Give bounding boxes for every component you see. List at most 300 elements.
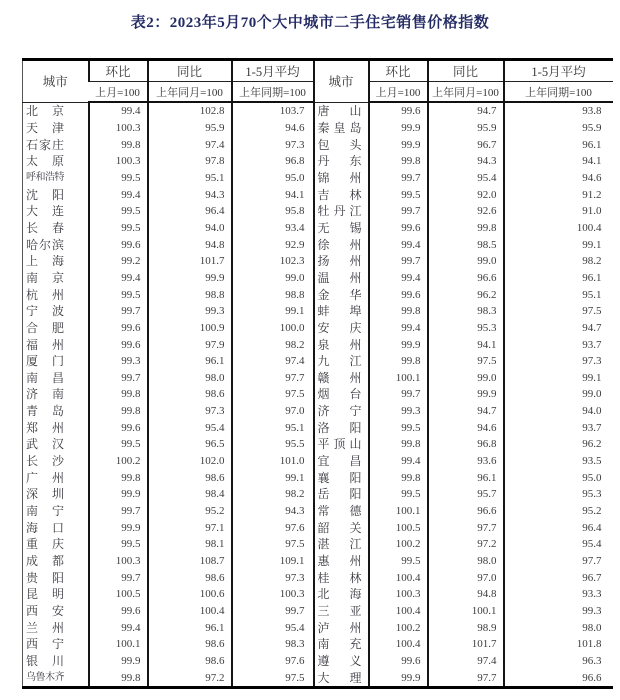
- avg-value-left: 97.6: [232, 519, 314, 536]
- avg-value-right: 93.7: [504, 336, 613, 353]
- city-cell-left: [23, 203, 89, 220]
- mom-value-right: 100.1: [369, 370, 428, 387]
- avg-value-left: 98.2: [232, 486, 314, 503]
- city-name: 湛 江: [317, 537, 362, 552]
- yoy-value-left: 98.6: [148, 653, 232, 670]
- subheader-yoy-base-left: 上年同月=100: [148, 82, 232, 103]
- mom-value-left: 99.9: [89, 486, 148, 503]
- city-cell-left: [23, 336, 89, 353]
- subheader-avg-base-right: 上年同期=100: [504, 82, 613, 103]
- city-cell-left: [23, 519, 89, 536]
- avg-value-right: 95.2: [504, 503, 613, 520]
- mom-value-left: 99.3: [89, 353, 148, 370]
- city-name: 天 津: [26, 120, 64, 135]
- yoy-value-right: 101.7: [428, 636, 504, 653]
- avg-value-right: 95.9: [504, 120, 613, 137]
- avg-value-right: 99.3: [504, 603, 613, 620]
- avg-value-left: 97.6: [232, 653, 314, 670]
- table-row: [23, 153, 613, 170]
- yoy-value-right: 96.8: [428, 436, 504, 453]
- city-name: 吉 林: [317, 187, 362, 202]
- avg-value-right: 95.3: [504, 486, 613, 503]
- table-row: [23, 436, 613, 453]
- city-name: 上 海: [26, 254, 64, 269]
- city-cell-right: [314, 220, 369, 237]
- yoy-value-left: 100.4: [148, 603, 232, 620]
- mom-value-left: 99.4: [89, 270, 148, 287]
- avg-value-right: 97.3: [504, 353, 613, 370]
- avg-value-right: 96.1: [504, 136, 613, 153]
- city-name: 大 连: [26, 204, 64, 219]
- yoy-value-left: 108.7: [148, 553, 232, 570]
- city-cell-left: [23, 403, 89, 420]
- city-cell-right: [314, 336, 369, 353]
- mom-value-left: 99.5: [89, 536, 148, 553]
- subheader-mom-base-left: 上月=100: [89, 82, 148, 103]
- city-cell-left: [23, 153, 89, 170]
- city-cell-right: [314, 586, 369, 603]
- mom-value-right: 99.4: [369, 320, 428, 337]
- mom-value-left: 100.3: [89, 153, 148, 170]
- yoy-value-left: 97.9: [148, 336, 232, 353]
- mom-value-left: 99.4: [89, 186, 148, 203]
- subheader-yoy-base-right: 上年同月=100: [428, 82, 504, 103]
- city-name: 秦 皇 岛: [317, 120, 362, 135]
- city-cell-right: [314, 353, 369, 370]
- city-cell-right: [314, 436, 369, 453]
- city-name: 西 宁: [26, 637, 64, 652]
- city-name: 郑 州: [26, 420, 64, 435]
- avg-value-left: 98.8: [232, 286, 314, 303]
- table-row: [23, 536, 613, 553]
- city-cell-right: [314, 669, 369, 687]
- yoy-value-right: 97.4: [428, 653, 504, 670]
- mom-value-left: 99.6: [89, 603, 148, 620]
- mom-value-right: 99.5: [369, 486, 428, 503]
- city-cell-left: [23, 186, 89, 203]
- city-name: 昆 明: [26, 587, 64, 602]
- avg-value-left: 97.0: [232, 403, 314, 420]
- yoy-value-right: 96.6: [428, 270, 504, 287]
- city-cell-right: [314, 136, 369, 153]
- city-cell-left: [23, 503, 89, 520]
- avg-value-right: 93.5: [504, 453, 613, 470]
- city-cell-left: [23, 253, 89, 270]
- city-cell-right: [314, 186, 369, 203]
- table-row: [23, 636, 613, 653]
- mom-value-right: 99.3: [369, 403, 428, 420]
- yoy-value-left: 97.1: [148, 519, 232, 536]
- yoy-value-left: 94.3: [148, 186, 232, 203]
- mom-value-left: 99.9: [89, 653, 148, 670]
- city-cell-left: [23, 236, 89, 253]
- yoy-value-left: 102.8: [148, 102, 232, 120]
- table-row: [23, 136, 613, 153]
- header-city-right: 城市: [314, 60, 369, 103]
- yoy-value-right: 97.0: [428, 569, 504, 586]
- avg-value-right: 94.1: [504, 153, 613, 170]
- avg-value-right: 96.2: [504, 436, 613, 453]
- mom-value-left: 99.6: [89, 336, 148, 353]
- table-row: [23, 336, 613, 353]
- mom-value-left: 99.8: [89, 386, 148, 403]
- mom-value-right: 99.9: [369, 120, 428, 137]
- yoy-value-right: 100.1: [428, 603, 504, 620]
- city-name: 岳 阳: [317, 487, 362, 502]
- city-cell-right: [314, 303, 369, 320]
- yoy-value-right: 94.7: [428, 403, 504, 420]
- city-name: 合 肥: [26, 320, 64, 335]
- table-row: [23, 503, 613, 520]
- mom-value-right: 99.8: [369, 153, 428, 170]
- mom-value-left: 99.4: [89, 619, 148, 636]
- city-cell-right: [314, 503, 369, 520]
- city-name: 深 圳: [26, 487, 64, 502]
- city-cell-left: [23, 469, 89, 486]
- city-name: 三 亚: [317, 604, 362, 619]
- avg-value-left: 103.7: [232, 102, 314, 120]
- yoy-value-right: 98.0: [428, 553, 504, 570]
- city-cell-left: [23, 270, 89, 287]
- city-name: 包 头: [317, 137, 362, 152]
- yoy-value-left: 95.9: [148, 120, 232, 137]
- avg-value-right: 94.0: [504, 403, 613, 420]
- avg-value-right: 94.7: [504, 320, 613, 337]
- city-name: 长 春: [26, 220, 64, 235]
- mom-value-right: 99.5: [369, 186, 428, 203]
- yoy-value-right: 97.7: [428, 519, 504, 536]
- avg-value-left: 99.1: [232, 303, 314, 320]
- mom-value-right: 99.9: [369, 336, 428, 353]
- city-cell-left: [23, 436, 89, 453]
- yoy-value-right: 98.3: [428, 303, 504, 320]
- city-cell-right: [314, 170, 369, 187]
- city-name: 济 南: [26, 387, 64, 402]
- city-cell-left: [23, 553, 89, 570]
- avg-value-right: 96.1: [504, 270, 613, 287]
- mom-value-left: 100.3: [89, 553, 148, 570]
- avg-value-right: 97.5: [504, 303, 613, 320]
- avg-value-left: 102.3: [232, 253, 314, 270]
- table-row: [23, 220, 613, 237]
- city-cell-right: [314, 153, 369, 170]
- header-yoy-left: 同比: [148, 60, 232, 82]
- table-row: [23, 270, 613, 287]
- city-name: 遵 义: [317, 653, 362, 668]
- avg-value-right: 101.8: [504, 636, 613, 653]
- yoy-value-right: 97.2: [428, 536, 504, 553]
- table-row: [23, 453, 613, 470]
- city-cell-right: [314, 653, 369, 670]
- table-row: [23, 370, 613, 387]
- header-yoy-right: 同比: [428, 60, 504, 82]
- city-cell-left: [23, 669, 89, 687]
- avg-value-right: 91.2: [504, 186, 613, 203]
- mom-value-right: 99.8: [369, 303, 428, 320]
- mom-value-right: 100.2: [369, 619, 428, 636]
- city-name: 南 宁: [26, 504, 64, 519]
- avg-value-left: 97.5: [232, 386, 314, 403]
- city-name: 北 海: [317, 587, 362, 602]
- table-row: [23, 102, 613, 120]
- avg-value-right: 99.1: [504, 370, 613, 387]
- city-cell-right: [314, 569, 369, 586]
- yoy-value-left: 95.2: [148, 503, 232, 520]
- yoy-value-left: 99.3: [148, 303, 232, 320]
- avg-value-left: 97.7: [232, 370, 314, 387]
- mom-value-right: 99.6: [369, 102, 428, 120]
- avg-value-right: 98.2: [504, 253, 613, 270]
- city-name: 南 充: [317, 637, 362, 652]
- avg-value-right: 97.7: [504, 553, 613, 570]
- table-row: [23, 586, 613, 603]
- city-cell-left: [23, 220, 89, 237]
- avg-value-right: 96.3: [504, 653, 613, 670]
- avg-value-left: 95.5: [232, 436, 314, 453]
- city-cell-left: [23, 569, 89, 586]
- mom-value-right: 100.1: [369, 503, 428, 520]
- avg-value-left: 109.1: [232, 553, 314, 570]
- city-name: 惠 州: [317, 554, 362, 569]
- yoy-value-right: 96.6: [428, 503, 504, 520]
- city-name: 石 家 庄: [26, 137, 64, 152]
- header-city-left: 城市: [23, 60, 89, 103]
- avg-value-left: 97.3: [232, 136, 314, 153]
- mom-value-left: 99.5: [89, 286, 148, 303]
- mom-value-right: 99.7: [369, 203, 428, 220]
- city-cell-right: [314, 270, 369, 287]
- city-name: 泉 州: [317, 337, 362, 352]
- yoy-value-left: 100.9: [148, 320, 232, 337]
- avg-value-right: 100.4: [504, 220, 613, 237]
- mom-value-left: 100.2: [89, 453, 148, 470]
- yoy-value-left: 97.8: [148, 153, 232, 170]
- yoy-value-left: 98.0: [148, 370, 232, 387]
- city-cell-right: [314, 536, 369, 553]
- yoy-value-left: 95.4: [148, 419, 232, 436]
- mom-value-right: 100.4: [369, 603, 428, 620]
- mom-value-right: 100.2: [369, 536, 428, 553]
- avg-value-right: 95.0: [504, 469, 613, 486]
- city-cell-right: [314, 636, 369, 653]
- mom-value-right: 99.9: [369, 136, 428, 153]
- avg-value-left: 97.4: [232, 353, 314, 370]
- city-name: 常 德: [317, 504, 362, 519]
- city-cell-right: [314, 486, 369, 503]
- yoy-value-left: 98.1: [148, 536, 232, 553]
- yoy-value-right: 96.7: [428, 136, 504, 153]
- avg-value-left: 94.6: [232, 120, 314, 137]
- avg-value-left: 100.3: [232, 586, 314, 603]
- mom-value-right: 99.5: [369, 553, 428, 570]
- city-name: 银 川: [26, 653, 64, 668]
- avg-value-left: 94.3: [232, 503, 314, 520]
- yoy-value-right: 92.6: [428, 203, 504, 220]
- city-name: 牡 丹 江: [317, 204, 362, 219]
- avg-value-left: 97.3: [232, 569, 314, 586]
- mom-value-left: 99.2: [89, 253, 148, 270]
- city-cell-left: [23, 353, 89, 370]
- city-name: 济 宁: [317, 404, 362, 419]
- header-mom-right: 环比: [369, 60, 428, 82]
- city-cell-right: [314, 519, 369, 536]
- mom-value-left: 99.6: [89, 236, 148, 253]
- mom-value-left: 100.5: [89, 586, 148, 603]
- city-name: 成 都: [26, 554, 64, 569]
- yoy-value-right: 95.9: [428, 120, 504, 137]
- yoy-value-right: 95.3: [428, 320, 504, 337]
- mom-value-right: 99.5: [369, 419, 428, 436]
- yoy-value-right: 95.4: [428, 170, 504, 187]
- yoy-value-right: 94.1: [428, 336, 504, 353]
- table-header: [23, 60, 613, 103]
- city-cell-right: [314, 320, 369, 337]
- mom-value-left: 99.8: [89, 136, 148, 153]
- city-name: 南 昌: [26, 370, 64, 385]
- subheader-avg-base-left: 上年同期=100: [232, 82, 314, 103]
- yoy-value-left: 97.4: [148, 136, 232, 153]
- table-row: [23, 519, 613, 536]
- yoy-value-left: 96.5: [148, 436, 232, 453]
- mom-value-right: 100.4: [369, 636, 428, 653]
- yoy-value-right: 99.9: [428, 386, 504, 403]
- yoy-value-left: 98.6: [148, 469, 232, 486]
- city-cell-left: [23, 320, 89, 337]
- city-name: 烟 台: [317, 387, 362, 402]
- yoy-value-left: 96.4: [148, 203, 232, 220]
- yoy-value-right: 94.7: [428, 102, 504, 120]
- table-row: [23, 236, 613, 253]
- avg-value-left: 95.8: [232, 203, 314, 220]
- city-name: 广 州: [26, 470, 64, 485]
- city-cell-left: [23, 303, 89, 320]
- table-row: [23, 353, 613, 370]
- yoy-value-right: 94.3: [428, 153, 504, 170]
- avg-value-left: 97.5: [232, 536, 314, 553]
- mom-value-left: 99.8: [89, 403, 148, 420]
- mom-value-right: 99.6: [369, 653, 428, 670]
- city-name: 温 州: [317, 270, 362, 285]
- city-cell-right: [314, 370, 369, 387]
- yoy-value-left: 98.8: [148, 286, 232, 303]
- city-name: 宜 昌: [317, 454, 362, 469]
- price-index-table: [22, 58, 613, 689]
- yoy-value-right: 96.2: [428, 286, 504, 303]
- header-avg-right: 1-5月平均: [504, 60, 613, 82]
- city-cell-right: [314, 253, 369, 270]
- city-name: 重 庆: [26, 537, 64, 552]
- header-mom-left: 环比: [89, 60, 148, 82]
- table-row: [23, 569, 613, 586]
- mom-value-right: 99.4: [369, 453, 428, 470]
- table-row: [23, 253, 613, 270]
- yoy-value-right: 96.1: [428, 469, 504, 486]
- avg-value-left: 95.1: [232, 419, 314, 436]
- city-name: 沈 阳: [26, 187, 64, 202]
- mom-value-left: 99.5: [89, 220, 148, 237]
- table-row: [23, 303, 613, 320]
- city-name: 贵 阳: [26, 570, 64, 585]
- avg-value-right: 96.4: [504, 519, 613, 536]
- table-row: [23, 186, 613, 203]
- yoy-value-right: 94.8: [428, 586, 504, 603]
- city-cell-left: [23, 370, 89, 387]
- table-row: [23, 619, 613, 636]
- table-row: [23, 653, 613, 670]
- mom-value-right: 100.4: [369, 569, 428, 586]
- table-row: [23, 286, 613, 303]
- city-name: 无 锡: [317, 220, 362, 235]
- mom-value-left: 99.8: [89, 469, 148, 486]
- mom-value-left: 99.5: [89, 170, 148, 187]
- city-cell-left: [23, 170, 89, 187]
- city-cell-right: [314, 403, 369, 420]
- city-name: 宁 波: [26, 304, 64, 319]
- avg-value-right: 95.4: [504, 536, 613, 553]
- city-name: 平 顶 山: [317, 437, 362, 452]
- city-cell-right: [314, 553, 369, 570]
- mom-value-right: 99.8: [369, 353, 428, 370]
- mom-value-left: 99.7: [89, 503, 148, 520]
- city-cell-left: [23, 120, 89, 137]
- mom-value-left: 100.3: [89, 120, 148, 137]
- mom-value-right: 99.8: [369, 469, 428, 486]
- table-row: [23, 403, 613, 420]
- table-row: [23, 320, 613, 337]
- table-row: [23, 170, 613, 187]
- header-avg-left: 1-5月平均: [232, 60, 314, 82]
- city-cell-right: [314, 102, 369, 120]
- yoy-value-left: 97.3: [148, 403, 232, 420]
- city-cell-left: [23, 619, 89, 636]
- table-row: [23, 469, 613, 486]
- yoy-value-right: 97.7: [428, 669, 504, 687]
- avg-value-left: 92.9: [232, 236, 314, 253]
- city-name: 安 庆: [317, 320, 362, 335]
- mom-value-right: 99.9: [369, 669, 428, 687]
- city-name: 丹 东: [317, 154, 362, 169]
- mom-value-right: 100.5: [369, 519, 428, 536]
- yoy-value-right: 98.5: [428, 236, 504, 253]
- table-body: [23, 102, 613, 687]
- mom-value-left: 99.6: [89, 419, 148, 436]
- city-cell-left: [23, 603, 89, 620]
- table-row: [23, 669, 613, 687]
- table-row: [23, 603, 613, 620]
- table-row: [23, 386, 613, 403]
- avg-value-right: 99.0: [504, 386, 613, 403]
- avg-value-left: 94.1: [232, 186, 314, 203]
- city-name: 洛 阳: [317, 420, 362, 435]
- yoy-value-left: 95.1: [148, 170, 232, 187]
- city-cell-right: [314, 619, 369, 636]
- city-name: 福 州: [26, 337, 64, 352]
- city-cell-left: [23, 536, 89, 553]
- yoy-value-left: 98.6: [148, 569, 232, 586]
- city-name: 杭 州: [26, 287, 64, 302]
- city-cell-right: [314, 120, 369, 137]
- mom-value-right: 99.6: [369, 220, 428, 237]
- mom-value-right: 99.7: [369, 253, 428, 270]
- table-row: [23, 120, 613, 137]
- mom-value-right: 99.6: [369, 286, 428, 303]
- mom-value-right: 99.7: [369, 386, 428, 403]
- avg-value-left: 93.4: [232, 220, 314, 237]
- city-name: 大 理: [317, 670, 362, 685]
- avg-value-left: 101.0: [232, 453, 314, 470]
- mom-value-right: 99.4: [369, 236, 428, 253]
- city-name: 唐 山: [317, 104, 362, 119]
